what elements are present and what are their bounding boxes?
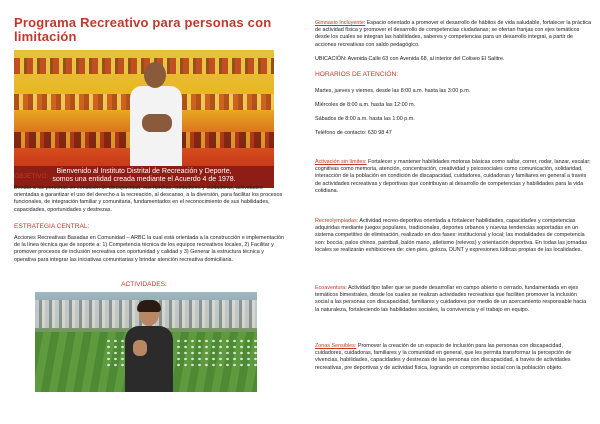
ecoaventura-section xyxy=(315,285,591,314)
right-column xyxy=(300,0,592,424)
recreolimpiadas-label: Recreolympiadas: xyxy=(315,218,359,224)
activacion-section xyxy=(315,159,591,195)
horario-2: Miércoles de 8:00 a.m. hasta las 12:00 m. xyxy=(315,102,416,108)
sign-language-interpreter-figure xyxy=(125,302,173,392)
figure-hand xyxy=(133,340,147,356)
figure-hands xyxy=(142,114,172,132)
estrategia-heading: ESTRATEGIA CENTRAL: xyxy=(14,223,90,230)
telefono-contacto: Teléfono de contacto: 630 98 47 xyxy=(315,130,392,136)
figure-body xyxy=(125,326,173,392)
gimnasio-label: Gimnasio Incluyente: xyxy=(315,20,366,26)
photo-caption-line-1: Bienvenido al Instituto Distrital de Recreación y Deporte, xyxy=(56,168,232,175)
actividades-heading: ACTIVIDADES: xyxy=(121,281,167,288)
ecoaventura-label: Ecoaventura: xyxy=(315,285,347,291)
gimnasio-section xyxy=(315,20,591,49)
sign-language-interpreter-figure xyxy=(128,58,184,166)
ubicacion-text: UBICACIÓN: Avenida Calle 63 con Avenida 68, al interior del Coliseo El Salitre. xyxy=(315,56,505,62)
recreolimpiadas-section xyxy=(315,218,591,254)
zonas-text: Promover la creación de un espacio de inclusión para las personas con discapacidad, cuidadores, cuidadoras, familiares y la comunidad en general, que les permita transformar la percepción de vivencias, habilidades, capacidades y destrezas de las personas con discapacidad, a través de actividades recreativas, pre deportivas y de actividad física, logrando un compromiso social con la población objeto. xyxy=(315,343,572,371)
horario-3: Sábados de 8:00 a.m. hasta las 1:00 p.m. xyxy=(315,116,415,122)
gimnasio-text: Espacio orientado a promover el desarrollo de hábitos de vida saludable, fortalecer la práctica de actividad física y promover el desarrollo de competencias ciudadanas; se ofertan franjas con ejes temáticos desde los cuales se integran las habilidades, saberes y competencias para un desarrollo integral, a partir de acciones recreativas con saldo pedagógico. xyxy=(315,20,591,48)
activacion-label: Activación sin límites: xyxy=(315,159,367,165)
stadium-activity-photo xyxy=(35,292,257,392)
zonas-section xyxy=(315,343,591,372)
figure-head xyxy=(144,62,166,88)
horarios-heading: HORARIOS DE ATENCIÓN: xyxy=(315,71,399,78)
zonas-label: Zonas Sensibles: xyxy=(315,343,357,349)
ecoaventura-text: Actividad tipo taller que se puede desarrollar en campo abierto o cerrado, fundamentada en ejes temáticos bimestrales, desde los cuales se realizan actividades recreativas que faciliten promover la inclusión social a las personas con discapacidad, familiares y cuidadores por medio de un acercamiento responsable hacia la naturaleza, fortaleciendo las habilidades sociales, la convivencia y el trabajo en equipo. xyxy=(315,285,587,313)
left-column xyxy=(0,0,292,424)
idrd-welcome-photo xyxy=(14,50,274,188)
photo-caption-line-2: somos una entidad creada mediante el Acuerdo 4 de 1978. xyxy=(52,176,236,183)
horario-1: Martes, jueves y viernes, desde las 8:00 a.m. hasta las 3:00 p.m. xyxy=(315,88,471,94)
objetivo-heading: OBJETIVO: xyxy=(14,173,49,180)
recreolimpiadas-text: Actividad recreo-deportiva orientada a fortalecer habilidades, capacidades y competencias adquiridas mediante juegos populares, tradicionales, deportes urbanos y nuevas tendencias soportadas en un sistema competitivo de eliminación, realizado en dos fases: institucional y local; las modalidades de competencia son: boccia, palos chinos, paintball, balón mano, atletismo (relevos) y orientación deportiva. En todas las jornadas locales se realizarán exhibiciones de: cien pies, goloza, DUNT y expresiones lúdicas propias de las localidades. xyxy=(315,218,588,253)
activacion-text: Fortalecer y mantener habilidades motoras básicas como saltar, correr, rodar, lanzar, escalar; cognitivas como memoria, atención, concentración, creatividad y psicosociales como comunicación, solidaridad, interacción de la población en condición de discapacidad, cuidadores, cuidadoras y familiares en general a través de actividades recreativas y deportivas que contribuyan al desarrollo de competencias y habilidades para la vida cotidiana. xyxy=(315,159,591,194)
figure-hair xyxy=(137,300,161,312)
estrategia-text: Acciones Recreativas Basadas en Comunidad – ARBC la cual está orientada a la construcción e implementación de la línea técnica que de soporte a: 1) Competencia técnica de los equipos recreativos locales, 2) Facilitar y promover procesos de inclusión recreativa con oportunidad y calidad y 3) Generar la estructura técnica y operativa para integrar las iniciativas comunitarias y brindar atención recreativa domiciliaria. xyxy=(14,235,284,263)
page-title: Programa Recreativo para personas con limitación xyxy=(14,15,272,44)
objetivo-text: Brindar a las personas en condición de discapacidad, sus familias, cuidadores y cuidadoras, actividades orientadas a garantizar el uso del derecho a la recreación, al descanso, a la diversión, para facilitar los procesos funcionales, de integración familiar y comunitaria, fundamentados en el reconocimiento de sus habilidades, capacidades, oportunidades y destrezas. xyxy=(14,185,283,213)
